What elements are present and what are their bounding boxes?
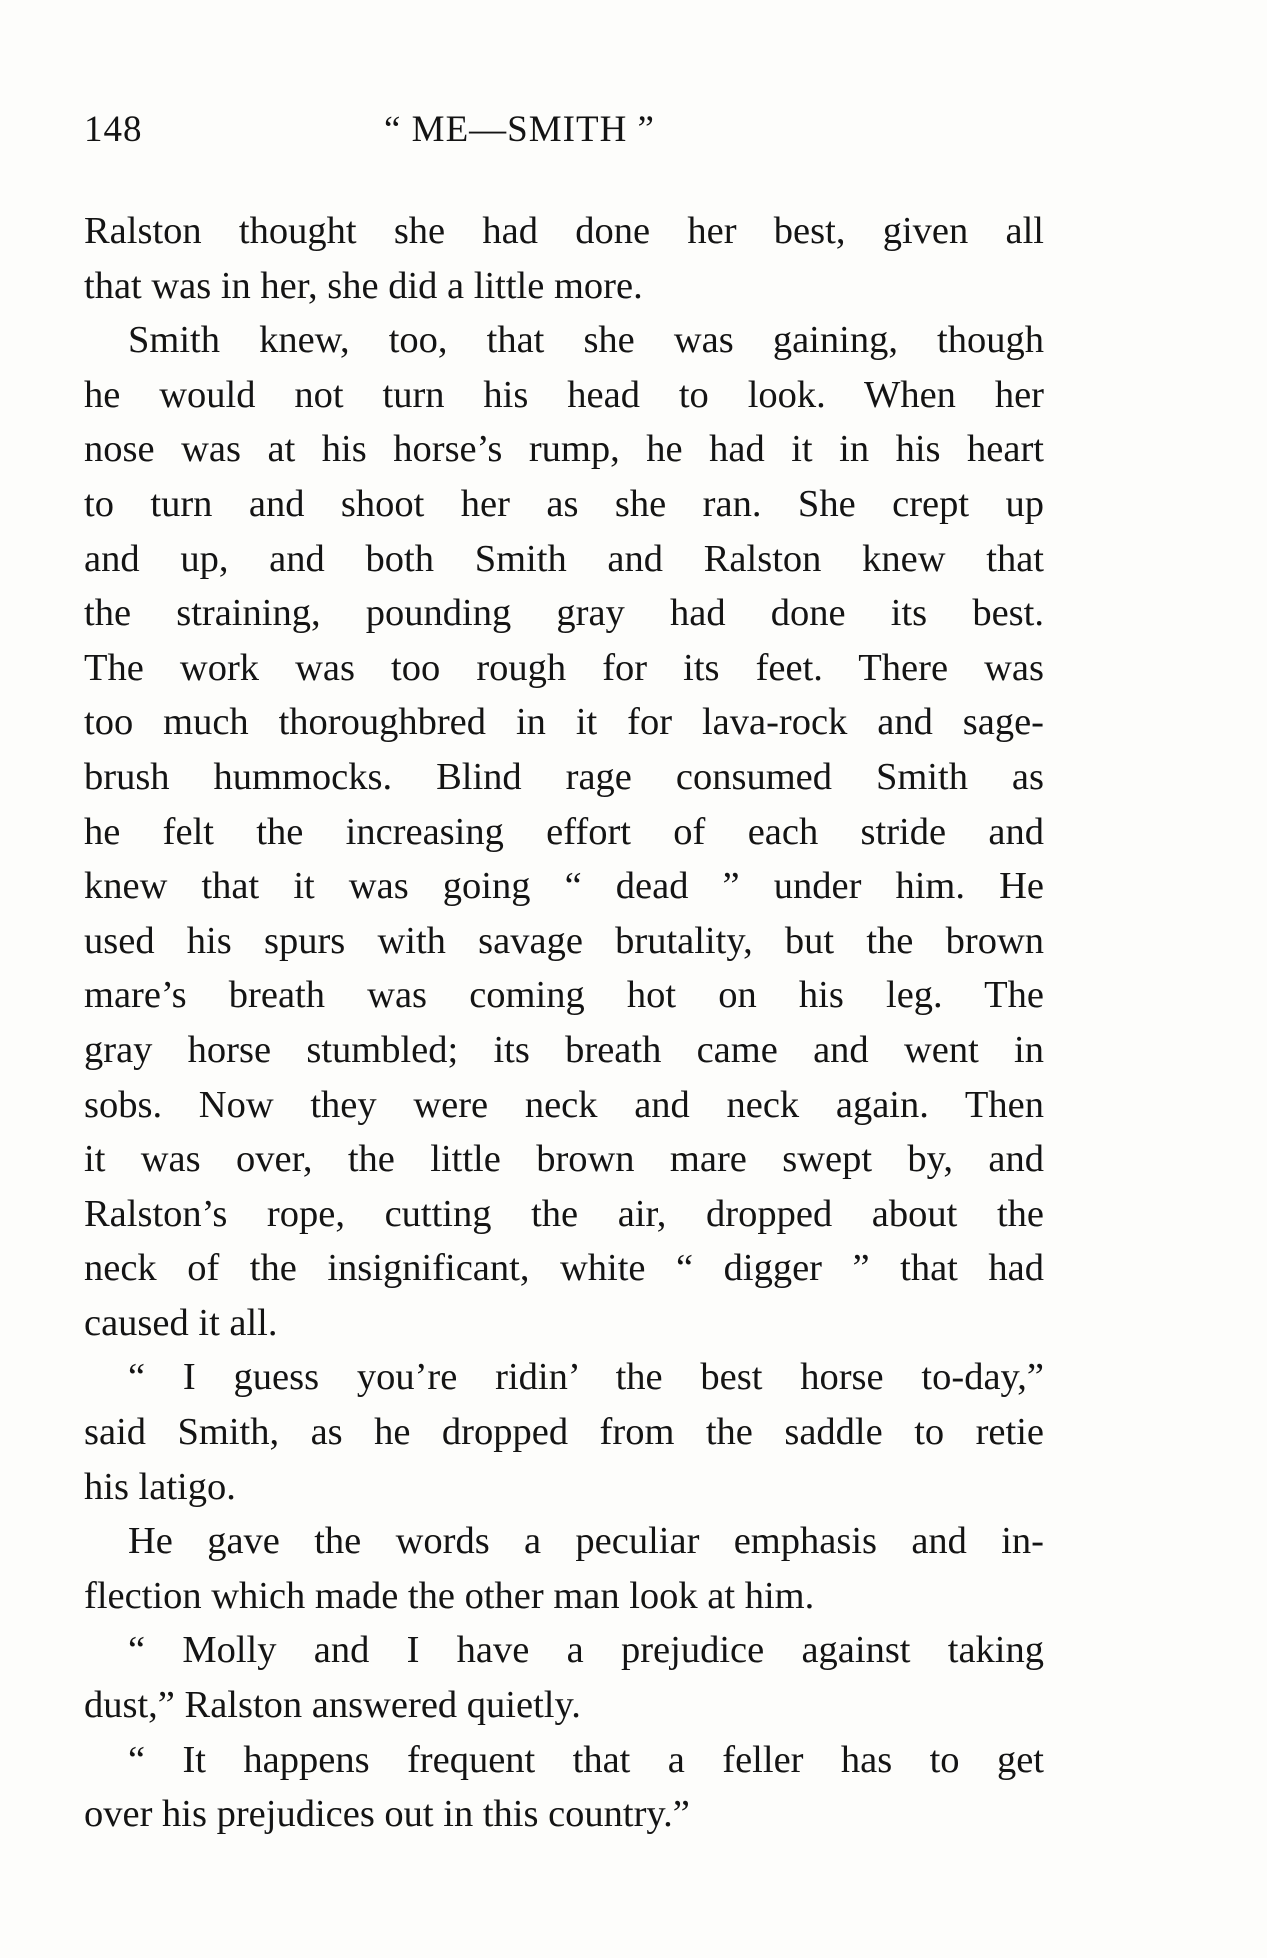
text-line: over his prejudices out in this country.” xyxy=(84,1793,690,1836)
text-line: “ I guess you’re ridin’ the best horse to-day,” xyxy=(128,1356,1044,1399)
paragraph xyxy=(84,1623,1044,1732)
text-line: “ It happens frequent that a feller has to get xyxy=(128,1738,1044,1781)
text-line: neck of the insignificant, white “ digger ” that had xyxy=(84,1247,1044,1290)
text-line: too much thoroughbred in it for lava-rock and sage- xyxy=(84,701,1044,744)
paragraph xyxy=(84,1733,1044,1842)
text-line: mare’s breath was coming hot on his leg. The xyxy=(84,974,1044,1017)
text-line: he would not turn his head to look. When her xyxy=(84,373,1044,416)
text-line: The work was too rough for its feet. There was xyxy=(84,646,1044,689)
text-line: “ Molly and I have a prejudice against taking xyxy=(128,1629,1044,1672)
paragraph xyxy=(84,313,1044,1350)
paragraph xyxy=(84,204,1044,313)
text-line: He gave the words a peculiar emphasis and in- xyxy=(128,1520,1044,1563)
paragraph xyxy=(84,1350,1044,1514)
text-line: that was in her, she did a little more. xyxy=(84,264,643,307)
text-line: caused it all. xyxy=(84,1301,278,1344)
text-line: used his spurs with savage brutality, but the brown xyxy=(84,919,1044,962)
running-head xyxy=(84,108,1044,158)
text-line: flection which made the other man look at him. xyxy=(84,1574,815,1617)
text-line: nose was at his horse’s rump, he had it in his heart xyxy=(84,428,1044,471)
page-number: 148 xyxy=(84,109,143,150)
text-line: said Smith, as he dropped from the saddle to retie xyxy=(84,1411,1044,1454)
text-line: dust,” Ralston answered quietly. xyxy=(84,1684,581,1727)
text-line: it was over, the little brown mare swept by, and xyxy=(84,1138,1044,1181)
text-line: he felt the increasing effort of each stride and xyxy=(84,810,1044,853)
text-line: knew that it was going “ dead ” under him. He xyxy=(84,865,1044,908)
text-line: gray horse stumbled; its breath came and went in xyxy=(84,1028,1044,1071)
body-text xyxy=(84,204,1044,1842)
text-line: Ralston’s rope, cutting the air, dropped about the xyxy=(84,1192,1044,1235)
text-line: Smith knew, too, that she was gaining, though xyxy=(128,319,1044,362)
text-line: his latigo. xyxy=(84,1465,236,1508)
text-line: Ralston thought she had done her best, given all xyxy=(84,210,1044,252)
text-line: the straining, pounding gray had done its best. xyxy=(84,592,1044,635)
running-title: “ ME—SMITH ” xyxy=(384,109,655,150)
text-line: and up, and both Smith and Ralston knew that xyxy=(84,537,1044,580)
text-line: brush hummocks. Blind rage consumed Smith as xyxy=(84,755,1044,798)
paragraph xyxy=(84,1514,1044,1623)
text-line: sobs. Now they were neck and neck again. Then xyxy=(84,1083,1044,1126)
text-line: to turn and shoot her as she ran. She crept up xyxy=(84,482,1044,525)
